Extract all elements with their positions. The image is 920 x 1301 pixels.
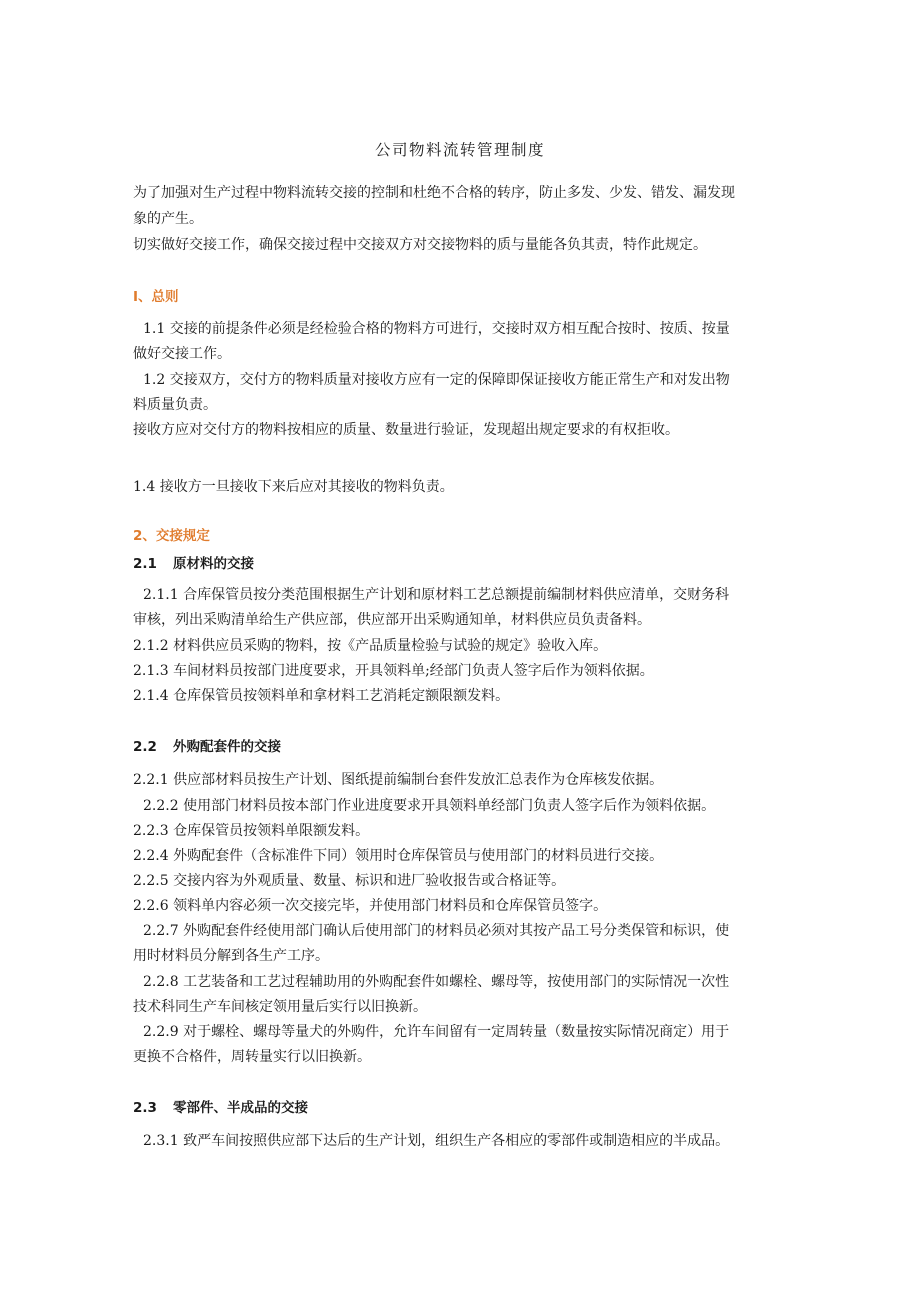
section-heading-handover: 2、交接规定 bbox=[133, 528, 210, 544]
paragraph-line: 2.2.2 使用部门材料员按本部门作业进度要求开具领料单经部门负责人签字后作为领料依据。 bbox=[143, 798, 716, 814]
section-heading-general: I、总则 bbox=[133, 289, 179, 305]
subsection-number: 2.3 bbox=[133, 1100, 157, 1116]
subsection-number: 2.2 bbox=[133, 739, 157, 755]
paragraph-line: 1.2 交接双方，交付方的物料质量对接收方应有一定的保障即保证接收方能正常生产和对发出物 bbox=[143, 372, 730, 388]
paragraph-line: 2.1.2 材料供应员采购的物料，按《产品质量检验与试验的规定》验收入库。 bbox=[133, 638, 608, 654]
subsection-title: 外购配套件的交接 bbox=[173, 739, 281, 755]
paragraph-line: 1.1 交接的前提条件必须是经检验合格的物料方可进行，交接时双方相互配合按时、按质、按量 bbox=[143, 321, 730, 337]
paragraph-line: 更换不合格件，周转量实行以旧换新。 bbox=[133, 1049, 371, 1065]
paragraph-line: 2.2.1 供应部材料员按生产计划、图纸提前编制台套件发放汇总表作为仓库核发依据。 bbox=[133, 772, 664, 788]
paragraph-line: 接收方应对交付方的物料按相应的质量、数量进行验证，发现超出规定要求的有权拒收。 bbox=[133, 422, 679, 438]
paragraph-line: 2.3.1 致严车间按照供应部下达后的生产计划，组织生产各相应的零部件或制造相应的半成品。 bbox=[143, 1133, 730, 1149]
paragraph-line: 2.2.4 外购配套件（含标准件下同）领用时仓库保管员与使用部门的材料员进行交接。 bbox=[133, 848, 664, 864]
subsection-title: 零部件、半成品的交接 bbox=[173, 1100, 308, 1116]
intro-line: 切实做好交接工作，确保交接过程中交接双方对交接物料的质与量能各负其责，特作此规定。 bbox=[133, 237, 707, 253]
paragraph-line: 做好交接工作。 bbox=[133, 346, 231, 362]
paragraph-line: 2.2.5 交接内容为外观质量、数量、标识和进厂验收报告或合格证等。 bbox=[133, 873, 566, 889]
subsection-heading bbox=[133, 556, 254, 572]
paragraph-line: 2.1.4 仓库保管员按领料单和拿材料工艺消耗定额限额发料。 bbox=[133, 688, 510, 704]
subsection-heading bbox=[133, 1100, 308, 1116]
subsection-heading bbox=[133, 739, 281, 755]
paragraph-line: 审核，列出采购清单给生产供应部，供应部开出采购通知单，材料供应员负责备料。 bbox=[133, 612, 651, 628]
paragraph-line: 2.2.8 工艺装备和工艺过程辅助用的外购配套件如螺栓、螺母等，按使用部门的实际情况一次性 bbox=[143, 974, 730, 990]
intro-line: 为了加强对生产过程中物料流转交接的控制和杜绝不合格的转序，防止多发、少发、错发、漏发现 bbox=[133, 185, 735, 201]
paragraph-line: 2.2.9 对于螺栓、螺母等量犬的外购件，允许车间留有一定周转量（数量按实际情况商定）用于 bbox=[143, 1024, 730, 1040]
subsection-title: 原材料的交接 bbox=[173, 556, 254, 572]
paragraph-line: 料质量负责。 bbox=[133, 397, 217, 413]
paragraph-line: 技术科同生产车间核定领用量后实行以旧换新。 bbox=[133, 999, 427, 1015]
paragraph-line: 用时材料员分解到各生产工序。 bbox=[133, 948, 329, 964]
intro-line: 象的产生。 bbox=[133, 211, 203, 227]
page-title: 公司物料流转管理制度 bbox=[374, 141, 545, 159]
paragraph-line: 2.2.6 领料单内容必须一次交接完毕，并使用部门材料员和仓库保管员签字。 bbox=[133, 898, 608, 914]
paragraph-line: 2.1.1 合库保管员按分类范围根据生产计划和原材料工艺总额提前编制材料供应清单，交财务科 bbox=[143, 587, 730, 603]
paragraph-line: 2.1.3 车间材料员按部门进度要求，开具领料单;经部门负责人签字后作为领料依据。 bbox=[133, 663, 654, 679]
paragraph-line: 2.2.7 外购配套件经使用部门确认后使用部门的材料员必须对其按产品工号分类保管和标识，使 bbox=[143, 923, 730, 939]
subsection-number: 2.1 bbox=[133, 556, 157, 572]
paragraph-line: 1.4 接收方一旦接收下来后应对其接收的物料负责。 bbox=[133, 479, 454, 495]
paragraph-line: 2.2.3 仓库保管员按领料单限额发料。 bbox=[133, 823, 370, 839]
